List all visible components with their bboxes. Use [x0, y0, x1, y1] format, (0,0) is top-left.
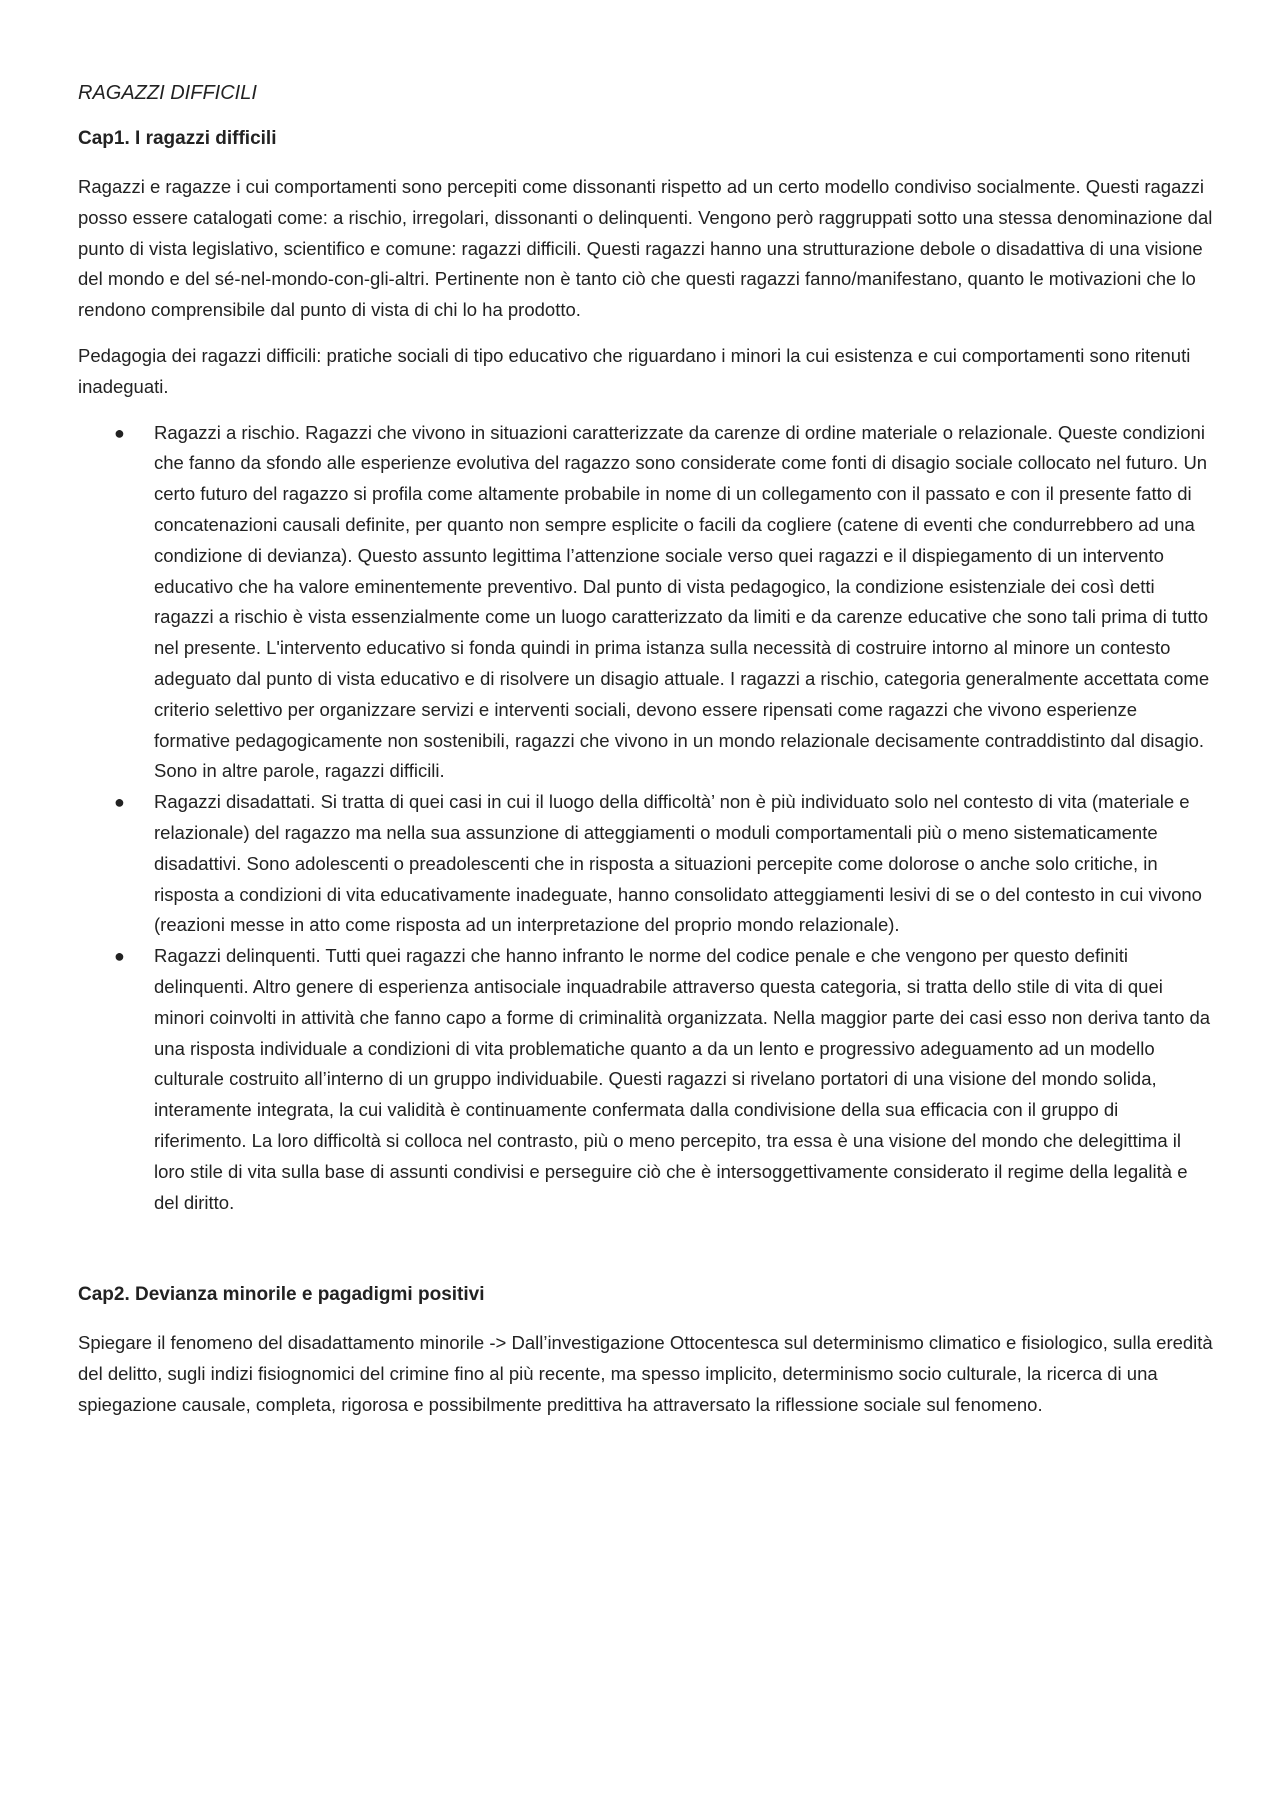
list-item	[78, 787, 1213, 941]
list-item	[78, 941, 1213, 1218]
document-title: RAGAZZI DIFFICILI	[78, 82, 257, 104]
bullet-icon: ●	[114, 946, 125, 967]
chapter1-paragraph: Pedagogia dei ragazzi difficili: pratiche sociali di tipo educativo che riguardano i minori la cui esistenza e cui comportamenti sono ritenuti inadeguati.	[78, 344, 1191, 397]
chapter2-paragraph: Spiegare il fenomeno del disadattamento minorile -> Dall’investigazione Ottocentesca sul determinismo climatico e fisiologico, sulla eredità del delitto, sugli indizi fisiognomici del crimine fino al più recente, ma spesso implicito, determinismo socio culturale, la ricerca di una spiegazione causale, completa, rigorosa e possibilmente predittiva ha attraversato la riflessione sociale sul fenomeno.	[78, 1332, 1213, 1415]
list-item-text: Ragazzi disadattati. Si tratta di quei casi in cui il luogo della difficoltà’ non è più individuato solo nel contesto di vita (materiale e relazionale) del ragazzo ma nella sua assunzione di atteggiamenti o moduli comportamentali più o meno sistematicamente disadattivi. Sono adolescenti o preadolescenti che in risposta a situazioni percepite come dolorose o anche solo critiche, in risposta a condizioni di vita educativamente inadeguate, hanno consolidato atteggiamenti lesivi di se o del contesto in cui vivono (reazioni messe in atto come risposta ad un interpretazione del proprio mondo relazionale).	[154, 791, 1202, 936]
section-spacer	[78, 1218, 1213, 1280]
chapter1-heading: Cap1. I ragazzi difficili	[78, 128, 277, 149]
chapter1-bullet-list	[78, 418, 1213, 1219]
list-item	[78, 418, 1213, 788]
document-page	[78, 78, 1213, 1436]
list-item-text: Ragazzi a rischio. Ragazzi che vivono in situazioni caratterizzate da carenze di ordine materiale o relazionale. Queste condizioni che fanno da sfondo alle esperienze evolutiva del ragazzo sono considerate come fonti di disagio sociale collocato nel futuro. Un certo futuro del ragazzo si profila come altamente probabile in nome di un collegamento con il passato e con il presente fatto di concatenazioni causali definite, per quanto non sempre esplicite o facili da cogliere (catene di eventi che condurrebbero ad una condizione di devianza). Questo assunto legittima l’attenzione sociale verso quei ragazzi e il dispiegamento di un intervento educativo che ha valore eminentemente preventivo. Dal punto di vista pedagogico, la condizione esistenziale dei così detti ragazzi a rischio è vista essenzialmente come un luogo caratterizzato da limiti e da carenze educative che sono tali prima di tutto nel presente. L'intervento educativo si fonda quindi in prima istanza sulla necessità di costruire intorno al minore un contesto adeguato dal punto di vista educativo e di risolvere un disagio attuale. I ragazzi a rischio, categoria generalmente accettata come criterio selettivo per organizzare servizi e interventi sociali, devono essere ripensati come ragazzi che vivono esperienze formative pedagogicamente non sostenibili, ragazzi che vivono in un mondo relazionale decisamente contraddistinto dal disagio. Sono in altre parole, ragazzi difficili.	[154, 421, 1210, 782]
list-item-text: Ragazzi delinquenti. Tutti quei ragazzi che hanno infranto le norme del codice penale e che vengono per questo definiti delinquenti. Altro genere di esperienza antisociale inquadrabile attraverso questa categoria, si tratta dello stile di vita di quei minori coinvolti in attività che fanno capo a forme di criminalità organizzata. Nella maggior parte dei casi esso non deriva tanto da una risposta individuale a condizioni di vita problematiche quanto a da un lento e progressivo adeguamento ad un modello culturale costruito all’interno di un gruppo individuabile. Questi ragazzi si rivelano portatori di una visione del mondo solida, interamente integrata, la cui validità è continuamente confermata dalla condivisione della sua efficacia con il gruppo di riferimento. La loro difficoltà si colloca nel contrasto, più o meno percepito, tra essa è una visione del mondo che delegittima il loro stile di vita sulla base di assunti condivisi e perseguire ciò che è intersoggettivamente considerato il regime della legalità e del diritto.	[154, 945, 1211, 1213]
bullet-icon: ●	[114, 422, 125, 443]
bullet-icon: ●	[114, 792, 125, 813]
chapter2-heading: Cap2. Devianza minorile e pagadigmi positivi	[78, 1284, 485, 1306]
chapter1-paragraph: Ragazzi e ragazze i cui comportamenti sono percepiti come dissonanti rispetto ad un certo modello condiviso socialmente. Questi ragazzi posso essere catalogati come: a rischio, irregolari, dissonanti o delinquenti. Vengono però raggruppati sotto una stessa denominazione dal punto di vista legislativo, scientifico e comune: ragazzi difficili. Questi ragazzi hanno una strutturazione debole o disadattiva di una visione del mondo e del sé-nel-mondo-con-gli-altri. Pertinente non è tanto ciò che questi ragazzi fanno/manifestano, quanto le motivazioni che lo rendono comprensibile dal punto di vista di chi lo ha prodotto.	[78, 176, 1213, 321]
